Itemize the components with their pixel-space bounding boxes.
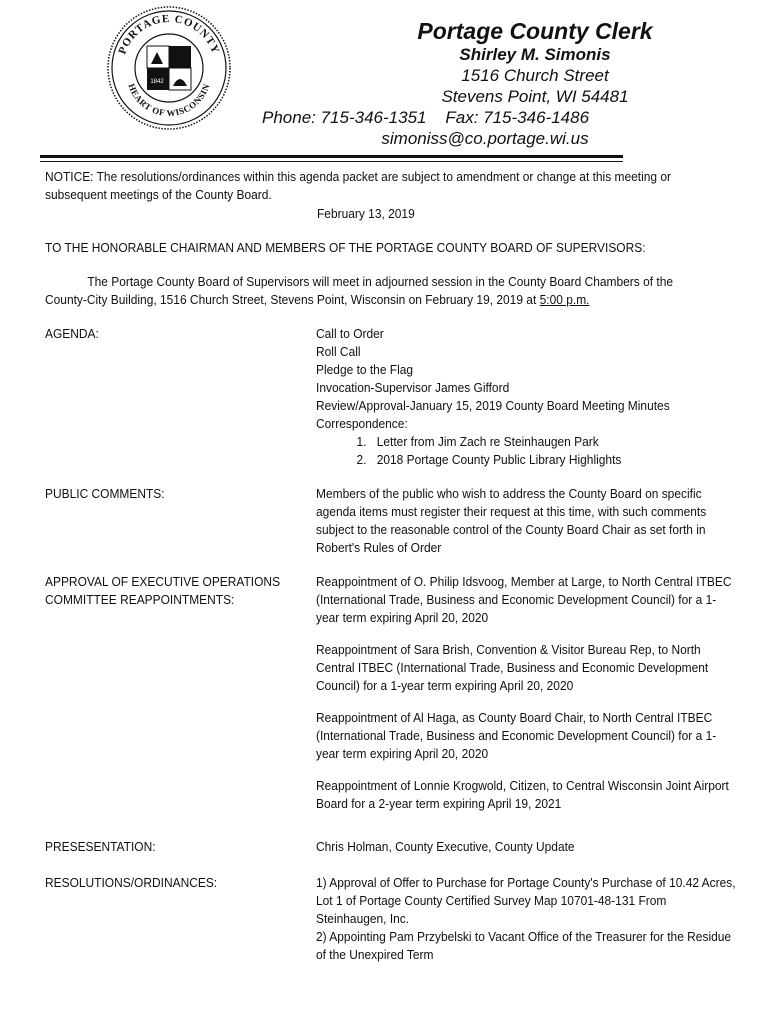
clerk-phone-fax: Phone: 715-346-1351 Fax: 715-346-1486 [262,108,590,127]
agenda-item: Pledge to the Flag [316,362,414,377]
reappointment-item: Reappointment of O. Philip Idsvoog, Member at Large, to North Central ITBEC (International Trade, Business and Economic Development Council) for a 1-year term expiring April 20, 2020 [316,574,732,625]
seal-bottom-text: HEART OF WISCONSIN [126,82,212,119]
agenda-item: Roll Call [316,344,361,359]
resolution-item: 2) Appointing Pam Przybelski to Vacant Office of the Treasurer for the Residue of the Unexpired Term [316,929,732,962]
presentation-text: Chris Holman, County Executive, County Update [316,839,575,854]
session-time: 5:00 p.m. [539,292,590,307]
letterhead-title: Portage County Clerk [417,18,653,44]
correspondence-text: Letter from Jim Zach re Steinhaugen Park [376,434,599,449]
agenda-item: Review/Approval-January 15, 2019 County Board Meeting Minutes [316,398,670,413]
resolutions-items [316,874,739,964]
correspondence-item [316,451,739,469]
public-comments-label: PUBLIC COMMENTS: [45,486,165,501]
agenda-item: Correspondence: [316,416,408,431]
seal-top-text: PORTAGE COUNTY [116,12,222,56]
clerk-street: 1516 Church Street [461,66,609,85]
notice-text: NOTICE: The resolutions/ordinances within this agenda packet are subject to amendment or change at this meeting or subsequent meetings of the County Board. [45,169,672,202]
reappointment-item: Reappointment of Sara Brish, Convention & Visitor Bureau Rep, to North Central ITBEC (International Trade, Business and Economic Development Council) for a 1-year term expiring April 20, 2020 [316,642,709,693]
resolution-item: 1) Approval of Offer to Purchase for Portage County's Purchase of 10.42 Acres, Lot 1 of Portage County Certified Survey Map 10701-48-131 From Steinhaugen, Inc. [316,875,736,926]
approval-items [316,573,739,827]
reappointment-item: Reappointment of Al Haga, as County Board Chair, to North Central ITBEC (International Trade, Business and Economic Development Council) for a 1-year term expiring April 20, 2020 [316,710,717,761]
correspondence-text: 2018 Portage County Public Library Highlights [376,452,622,467]
presentation-label: PRESESENTATION: [45,839,156,854]
document-date: February 13, 2019 [317,206,415,221]
approval-label-line: APPROVAL OF EXECUTIVE OPERATIONS [45,574,281,589]
agenda-item: Call to Order [316,326,384,341]
correspondence-item [316,433,739,451]
clerk-city: Stevens Point, WI 54481 [441,87,629,106]
session-paragraph [45,273,680,309]
reappointment-item: Reappointment of Lonnie Krogwold, Citizen, to Central Wisconsin Joint Airport Board for a 2-year term expiring April 19, 2021 [316,778,729,811]
approval-label [45,573,293,609]
correspondence-number: 2. [356,452,367,467]
clerk-name: Shirley M. Simonis [459,45,611,64]
resolutions-label: RESOLUTIONS/ORDINANCES: [45,875,218,890]
salutation: TO THE HONORABLE CHAIRMAN AND MEMBERS OF THE PORTAGE COUNTY BOARD OF SUPERVISORS: [45,240,646,255]
clerk-email: simoniss@co.portage.wi.us [381,129,589,148]
session-text: The Portage County Board of Supervisors will meet in adjourned session in the County Board Chambers of the County-City Building, 1516 Church Street, Stevens Point, Wisconsin on February 19, 2019 at [45,274,674,307]
header-divider [40,155,623,158]
correspondence-number: 1. [356,434,367,449]
header-divider-thin [40,161,623,162]
seal-year: 1842 [150,79,164,85]
county-seal-logo [105,4,233,132]
agenda-label: AGENDA: [45,326,99,341]
approval-label-line: COMMITTEE REAPPOINTMENTS: [45,592,235,607]
public-comments-text: Members of the public who wish to address the County Board on specific agenda items must register their request at this time, with such comments subject to the reasonable control of the County Board Chair as set forth in Robert's Rules of Order [316,486,707,555]
agenda-item: Invocation-Supervisor James Gifford [316,380,510,395]
agenda-items [316,325,739,469]
clerk-letterhead [240,18,730,149]
